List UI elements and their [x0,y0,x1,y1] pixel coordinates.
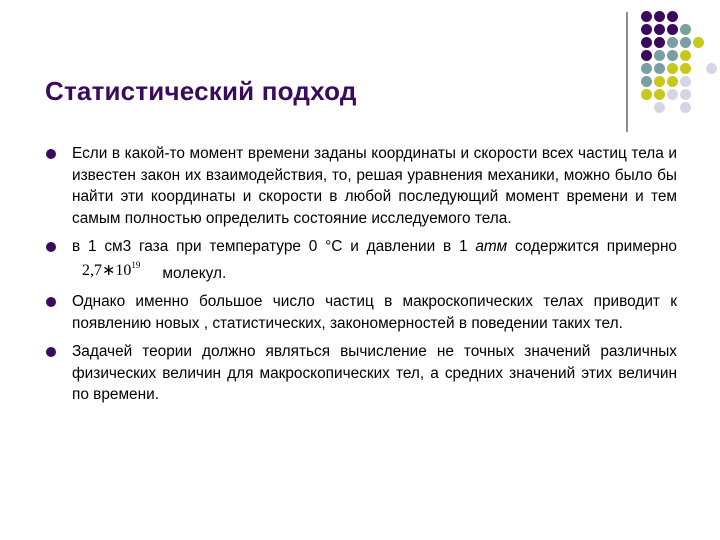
decor-dot [706,63,717,74]
bullet-text: Задачей теории должно являться вычисление не точных значений различных физических величин для макроскопических тел, а средних значений этих величин по времени. [72,343,677,403]
decor-dot [667,76,678,87]
decor-dot [654,63,665,74]
decor-dot [641,50,652,61]
decor-dot [680,37,691,48]
decor-dot [654,89,665,100]
decor-dot [654,37,665,48]
decor-dot [667,11,678,22]
formula-exponent: 19 [131,259,141,270]
decor-dot [641,89,652,100]
unit-atm: атм [475,238,508,255]
decor-dot [654,50,665,61]
formula-base: 2,7∗10 [82,261,132,279]
decor-dot [641,37,652,48]
decorative-vertical-line [626,12,628,132]
bullet-dot-icon [46,149,56,159]
decor-dot [667,89,678,100]
bullet-text-part: в 1 см3 газа при температуре 0 °С и давлении в 1 [72,238,476,255]
decor-dot [641,11,652,22]
decor-dot [680,24,691,35]
decorative-dot-grid [0,0,720,130]
slide-title: Статистический подход [45,76,357,106]
decor-dot [641,76,652,87]
decor-dot [641,24,652,35]
bullet-item [45,236,677,284]
decor-dot [680,89,691,100]
bullet-item [45,291,677,334]
decor-dot [693,37,704,48]
decor-dot [680,76,691,87]
decor-dot [667,37,678,48]
bullet-text: Если в какой-то момент времени заданы координаты и скорости всех частиц тела и известен закон их взаимодействия, то, решая уравнения механики, можно было бы найти эти координаты и скорости в любой последующий момент времени и тем самым полностью определить состояние исследуемого тела. [72,145,677,227]
decor-dot [680,63,691,74]
decor-dot [680,50,691,61]
bullet-dot-icon [46,242,56,252]
bullet-item [45,341,677,406]
decor-dot [654,24,665,35]
bullet-list [45,143,677,413]
bullet-item [45,143,677,229]
decor-dot [667,63,678,74]
bullet-text-part: молекул. [162,264,227,282]
decor-dot [654,11,665,22]
decor-dot [641,63,652,74]
decor-dot [680,102,691,113]
molecule-count-formula [82,255,140,282]
bullet-text: Однако именно большое число частиц в макроскопических телах приводит к появлению новых , статистических, закономерностей в поведении таких тел. [72,293,677,332]
bullet-text-part: содержится примерно [507,238,677,255]
decor-dot [654,76,665,87]
bullet-dot-icon [46,347,56,357]
decor-dot [654,102,665,113]
decor-dot [667,24,678,35]
decor-dot [667,50,678,61]
bullet-dot-icon [46,297,56,307]
